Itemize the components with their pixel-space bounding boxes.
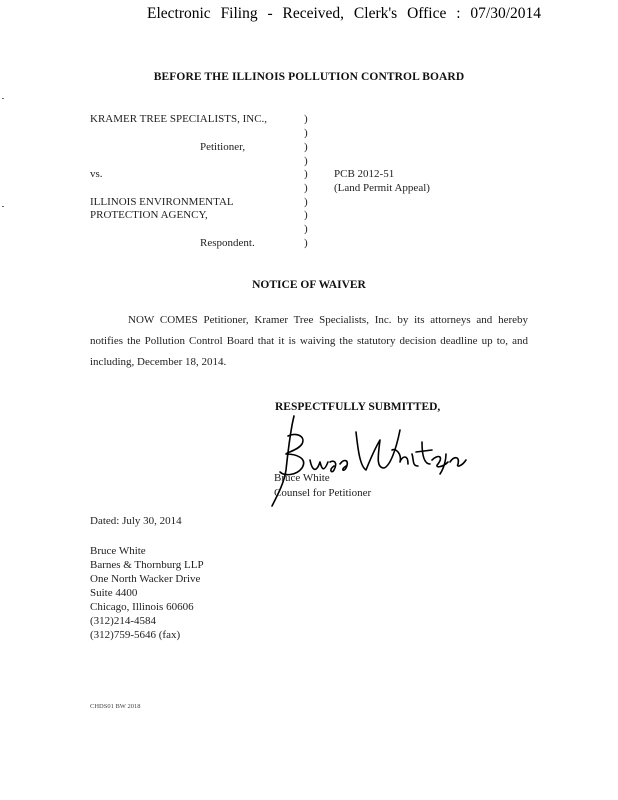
footer-doc-code: CHDS01 BW 2018 xyxy=(90,703,141,710)
respectfully-submitted: RESPECTFULLY SUBMITTED, xyxy=(275,401,441,413)
margin-mark xyxy=(2,206,4,207)
notice-body xyxy=(90,310,528,373)
signer-name: Bruce White xyxy=(274,472,330,484)
signer-role: Counsel for Petitioner xyxy=(274,487,372,499)
dated-line: Dated: July 30, 2014 xyxy=(90,515,182,527)
address-line: Bruce White xyxy=(90,545,146,557)
notice-paragraph: NOW COMES Petitioner, Kramer Tree Specialists, Inc. by its attorneys and hereby notifies the Pollution Control Board that it is waiving the statutory decision deadline up to, and including, December 18, 2014. xyxy=(90,314,528,368)
versus-label: vs. xyxy=(90,168,103,180)
respondent-name-line-1: ILLINOIS ENVIRONMENTAL xyxy=(90,196,234,208)
respondent-name-line-2: PROTECTION AGENCY, xyxy=(90,209,208,221)
address-line: (312)759-5646 (fax) xyxy=(90,629,181,641)
respondent-label: Respondent. xyxy=(200,237,255,249)
address-line: Chicago, Illinois 60606 xyxy=(90,601,194,613)
case-type: (Land Permit Appeal) xyxy=(334,182,430,194)
margin-mark xyxy=(2,98,4,99)
case-number: PCB 2012-51 xyxy=(334,168,395,180)
address-line: One North Wacker Drive xyxy=(90,573,201,585)
address-line: Barnes & Thornburg LLP xyxy=(90,559,204,571)
petitioner-name: KRAMER TREE SPECIALISTS, INC., xyxy=(90,113,268,125)
address-line: (312)214-4584 xyxy=(90,615,156,627)
board-title: BEFORE THE ILLINOIS POLLUTION CONTROL BOARD xyxy=(153,71,465,83)
electronic-filing-stamp: Electronic Filing - Received, Clerk's Office : 07/30/2014 xyxy=(147,5,542,22)
petitioner-label: Petitioner, xyxy=(200,141,246,153)
address-line: Suite 4400 xyxy=(90,587,138,599)
notice-title: NOTICE OF WAIVER xyxy=(252,279,366,291)
